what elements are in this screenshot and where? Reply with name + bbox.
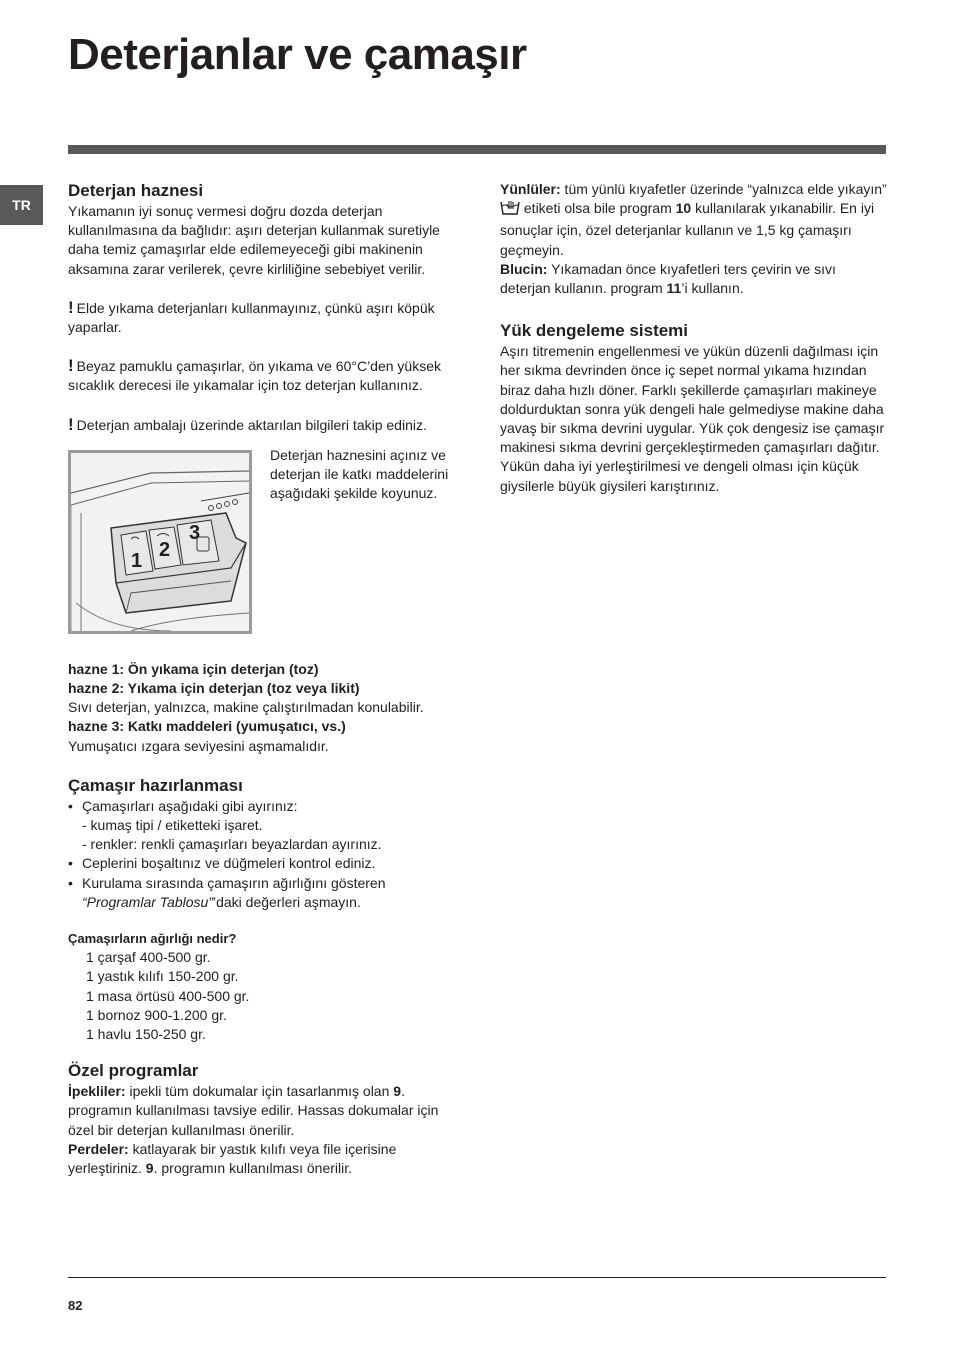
weight-heading: Çamaşırların ağırlığı nedir? <box>68 931 237 947</box>
list-item: • Çamaşırları aşağıdaki gibi ayırınız: <box>68 797 458 816</box>
compartment-label-3: 3 <box>189 521 201 544</box>
list-item: 1 yastık kılıfı 150-200 gr. <box>86 968 239 985</box>
list-item: 1 bornoz 900-1.200 gr. <box>86 1006 227 1023</box>
special-heading: Özel programlar <box>68 1061 199 1081</box>
program-table-reference: “Programlar Tablosu” <box>82 893 213 910</box>
list-item: 1 çarşaf 400-500 gr. <box>86 949 211 966</box>
list-item: • Kurulama sırasında çamaşırın ağırlığını gösteren “Programlar Tablosu”’daki değerleri aşmayın. <box>68 874 458 912</box>
warning-icon: ! <box>68 297 74 317</box>
warning-2: ! Beyaz pamuklu çamaşırlar, ön yıkama ve 60°C’den yüksek sıcaklık derecesi ile yıkamalar için toz deterjan kullanınız. <box>68 356 441 394</box>
list-item: 1 masa örtüsü 400-500 gr. <box>86 987 250 1004</box>
balance-text: Aşırı titremenin engellenmesi ve yükün düzenli dağılması için her sıkma devrinden önce iç sepet normal yıkama hızından biraz daha hızlı döner. Farklı şekillerde çamaşırları makineye doldurduktan sonra yük dengeli hale gelmediyse makine daha yavaş bir sıkma devrini uygular. Yük çok dengesiz ise çamaşır makinesi sıkma devrini gerçekleştirmeden çamaşırları dağıtır. Yükün daha iyi yerleştirilmesi ve dengeli olması için küçük giysilerle büyük giysileri karıştırınız. <box>500 343 885 494</box>
list-item: • Ceplerini boşaltınız ve düğmeleri kontrol ediniz. <box>68 854 458 873</box>
list-item: 1 havlu 150-250 gr. <box>86 1026 206 1043</box>
wool-paragraph: Yünlüler: tüm yünlü kıyafetler üzerinde “yalnızca elde yıkayın” etiketi olsa bile program 10 kullanılarak yıkanabilir. En iyi sonuçlar için, özel deterjanlar kullanın ve 1,5 kg çamaşırı geçmeyin. <box>500 181 887 258</box>
detergent-intro: Yıkamanın iyi sonuç vermesi doğru dozda deterjan kullanılmasına da bağlıdır: aşırı deterjan kullanmak suretiyle daha temiz çamaşırlar elde edilemeyeceği gibi makinenin aksamına zarar verilerek, çevre kirliliğine sebebiyet verilir. <box>68 203 440 277</box>
compartment-label-1: 1 <box>131 549 143 572</box>
balance-heading: Yük dengeleme sistemi <box>500 321 689 341</box>
curtain-paragraph: Perdeler: katlayarak bir yastık kılıfı veya file içerisine yerleştiriniz. 9. programın kullanılması önerilir. <box>68 1140 397 1177</box>
laundry-list <box>68 797 458 912</box>
page-title: Deterjanlar ve çamaşır <box>68 30 527 79</box>
weight-list <box>68 948 458 1044</box>
page-number: 82 <box>68 1298 83 1313</box>
list-subitem: - renkler: renkli çamaşırları beyazlardan ayırınız. <box>82 836 382 853</box>
warning-3: ! Deterjan ambalajı üzerinde aktarılan bilgileri takip ediniz. <box>68 414 427 434</box>
warning-icon: ! <box>68 356 74 376</box>
right-column <box>500 180 890 496</box>
title-divider <box>68 145 886 154</box>
compartment-label-2: 2 <box>159 538 171 561</box>
footer-divider <box>68 1277 886 1278</box>
laundry-heading: Çamaşır hazırlanması <box>68 775 243 795</box>
warning-icon: ! <box>68 414 74 434</box>
compartment-3-note: Yumuşatıcı ızgara seviyesini aşmamalıdır. <box>68 737 329 754</box>
silk-paragraph: İpekliler: ipekli tüm dokumalar için tasarlanmış olan 9. programın kullanılması tavsiye edilir. Hassas dokumalar için özel bir deterjan kullanılması önerilir. <box>68 1083 439 1138</box>
compartment-2-note: Sıvı deterjan, yalnızca, makine çalıştırılmadan konulabilir. <box>68 699 424 716</box>
left-column <box>68 180 458 1178</box>
list-subitem: - kumaş tipi / etiketteki işaret. <box>82 817 263 834</box>
detergent-heading: Deterjan haznesi <box>68 181 204 200</box>
compartment-1: hazne 1: Ön yıkama için deterjan (toz) <box>68 660 319 677</box>
compartment-3: hazne 3: Katkı maddeleri (yumuşatıcı, vs.) <box>68 718 346 735</box>
hand-wash-icon <box>500 200 520 221</box>
jeans-paragraph: Blucin: Yıkamadan önce kıyafetleri ters çevirin ve sıvı deterjan kullanın. program 11’i kullanın. <box>500 260 836 297</box>
language-tab: TR <box>0 185 43 225</box>
warning-1: ! Elde yıkama deterjanları kullanmayınız, çünkü aşırı köpük yaparlar. <box>68 297 435 336</box>
figure-caption: Deterjan haznesini açınız ve deterjan ile katkı maddelerini aşağıdaki şekilde koyunuz. <box>270 446 449 502</box>
detergent-drawer-illustration <box>68 450 252 634</box>
compartment-2: hazne 2: Yıkama için deterjan (toz veya likit) <box>68 680 360 697</box>
